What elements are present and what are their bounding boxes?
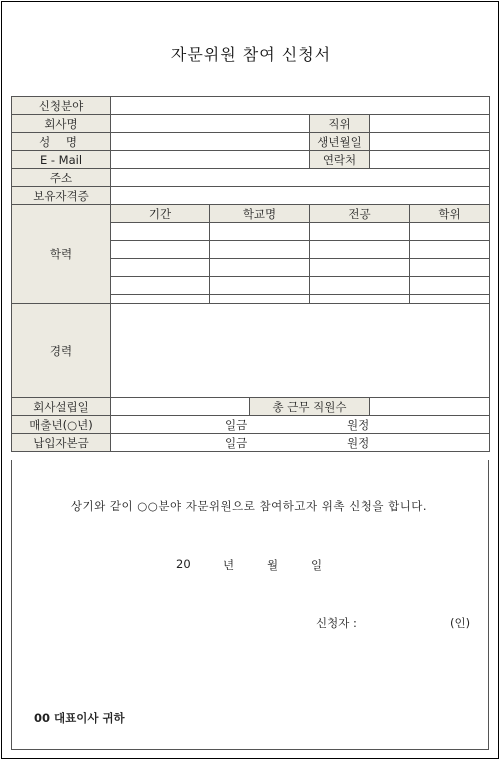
employees-input[interactable] — [370, 398, 490, 416]
edu-header-period: 기간 — [111, 205, 210, 223]
capital-label: 납입자본금 — [12, 434, 111, 452]
edu-degree-cell[interactable] — [410, 259, 490, 277]
email-input[interactable] — [111, 151, 310, 169]
edu-degree-cell[interactable] — [410, 277, 490, 295]
edu-degree-cell[interactable] — [410, 295, 490, 304]
edu-period-cell[interactable] — [111, 259, 210, 277]
capital-amount-prefix: 일금 — [225, 436, 248, 450]
capital-amount-suffix: 원정 — [347, 436, 370, 450]
row-capital — [12, 434, 490, 452]
date-day: 일 — [311, 558, 323, 572]
sales-amount-suffix: 원정 — [347, 418, 370, 432]
position-input[interactable] — [370, 115, 490, 133]
row-education-header — [12, 205, 490, 223]
capital-input[interactable] — [111, 434, 490, 452]
row-sales — [12, 416, 490, 434]
edu-period-cell[interactable] — [111, 241, 210, 259]
sales-amount-prefix: 일금 — [225, 418, 248, 432]
row-email — [12, 151, 490, 169]
employees-label: 총 근무 직원수 — [250, 398, 370, 416]
recipient-text: 00 대표이사 귀하 — [34, 711, 125, 725]
applicant-label: 신청자 : — [316, 616, 357, 630]
sales-label: 매출년(○년) — [12, 416, 111, 434]
edu-header-degree: 학위 — [410, 205, 490, 223]
form-title: 자문위원 참여 신청서 — [170, 45, 332, 64]
edu-period-cell[interactable] — [111, 295, 210, 304]
sales-input[interactable] — [111, 416, 490, 434]
email-label: E - Mail — [12, 151, 111, 169]
date-month: 월 — [267, 558, 279, 572]
name-input[interactable] — [111, 133, 310, 151]
edu-school-cell[interactable] — [210, 223, 310, 241]
edu-major-cell[interactable] — [310, 295, 410, 304]
row-name — [12, 133, 490, 151]
edu-school-cell[interactable] — [210, 295, 310, 304]
edu-major-cell[interactable] — [310, 277, 410, 295]
contact-label: 연락처 — [310, 151, 370, 169]
row-field — [12, 97, 490, 115]
row-career — [12, 304, 490, 398]
applicant-seal: (인) — [450, 616, 471, 630]
address-label: 주소 — [12, 169, 111, 187]
application-form-table — [11, 96, 490, 452]
address-input[interactable] — [111, 169, 490, 187]
edu-school-cell[interactable] — [210, 277, 310, 295]
founding-input[interactable] — [111, 398, 250, 416]
date-year-prefix: 20 — [176, 557, 191, 571]
edu-school-cell[interactable] — [210, 259, 310, 277]
edu-period-cell[interactable] — [111, 277, 210, 295]
edu-major-cell[interactable] — [310, 259, 410, 277]
edu-school-cell[interactable] — [210, 241, 310, 259]
birth-input[interactable] — [370, 133, 490, 151]
birth-label: 생년월일 — [310, 133, 370, 151]
company-label: 회사명 — [12, 115, 111, 133]
cert-label: 보유자격증 — [12, 187, 111, 205]
company-input[interactable] — [111, 115, 310, 133]
edu-degree-cell[interactable] — [410, 241, 490, 259]
edu-header-major: 전공 — [310, 205, 410, 223]
career-input[interactable] — [111, 304, 490, 398]
contact-input[interactable] — [370, 151, 490, 169]
edu-major-cell[interactable] — [310, 241, 410, 259]
education-label: 학력 — [12, 205, 111, 304]
edu-period-cell[interactable] — [111, 223, 210, 241]
field-input[interactable] — [111, 97, 490, 115]
edu-header-school: 학교명 — [210, 205, 310, 223]
founding-label: 회사설립일 — [12, 398, 111, 416]
edu-major-cell[interactable] — [310, 223, 410, 241]
cert-input[interactable] — [111, 187, 490, 205]
date-year: 년 — [223, 558, 235, 572]
career-label: 경력 — [12, 304, 111, 398]
field-label: 신청분야 — [12, 97, 111, 115]
row-cert — [12, 187, 490, 205]
edu-degree-cell[interactable] — [410, 223, 490, 241]
name-label: 성 명 — [12, 133, 111, 151]
statement-text: 상기와 같이 ○○분야 자문위원으로 참여하고자 위촉 신청을 합니다. — [70, 499, 428, 513]
row-company — [12, 115, 490, 133]
position-label: 직위 — [310, 115, 370, 133]
row-address — [12, 169, 490, 187]
row-founding — [12, 398, 490, 416]
